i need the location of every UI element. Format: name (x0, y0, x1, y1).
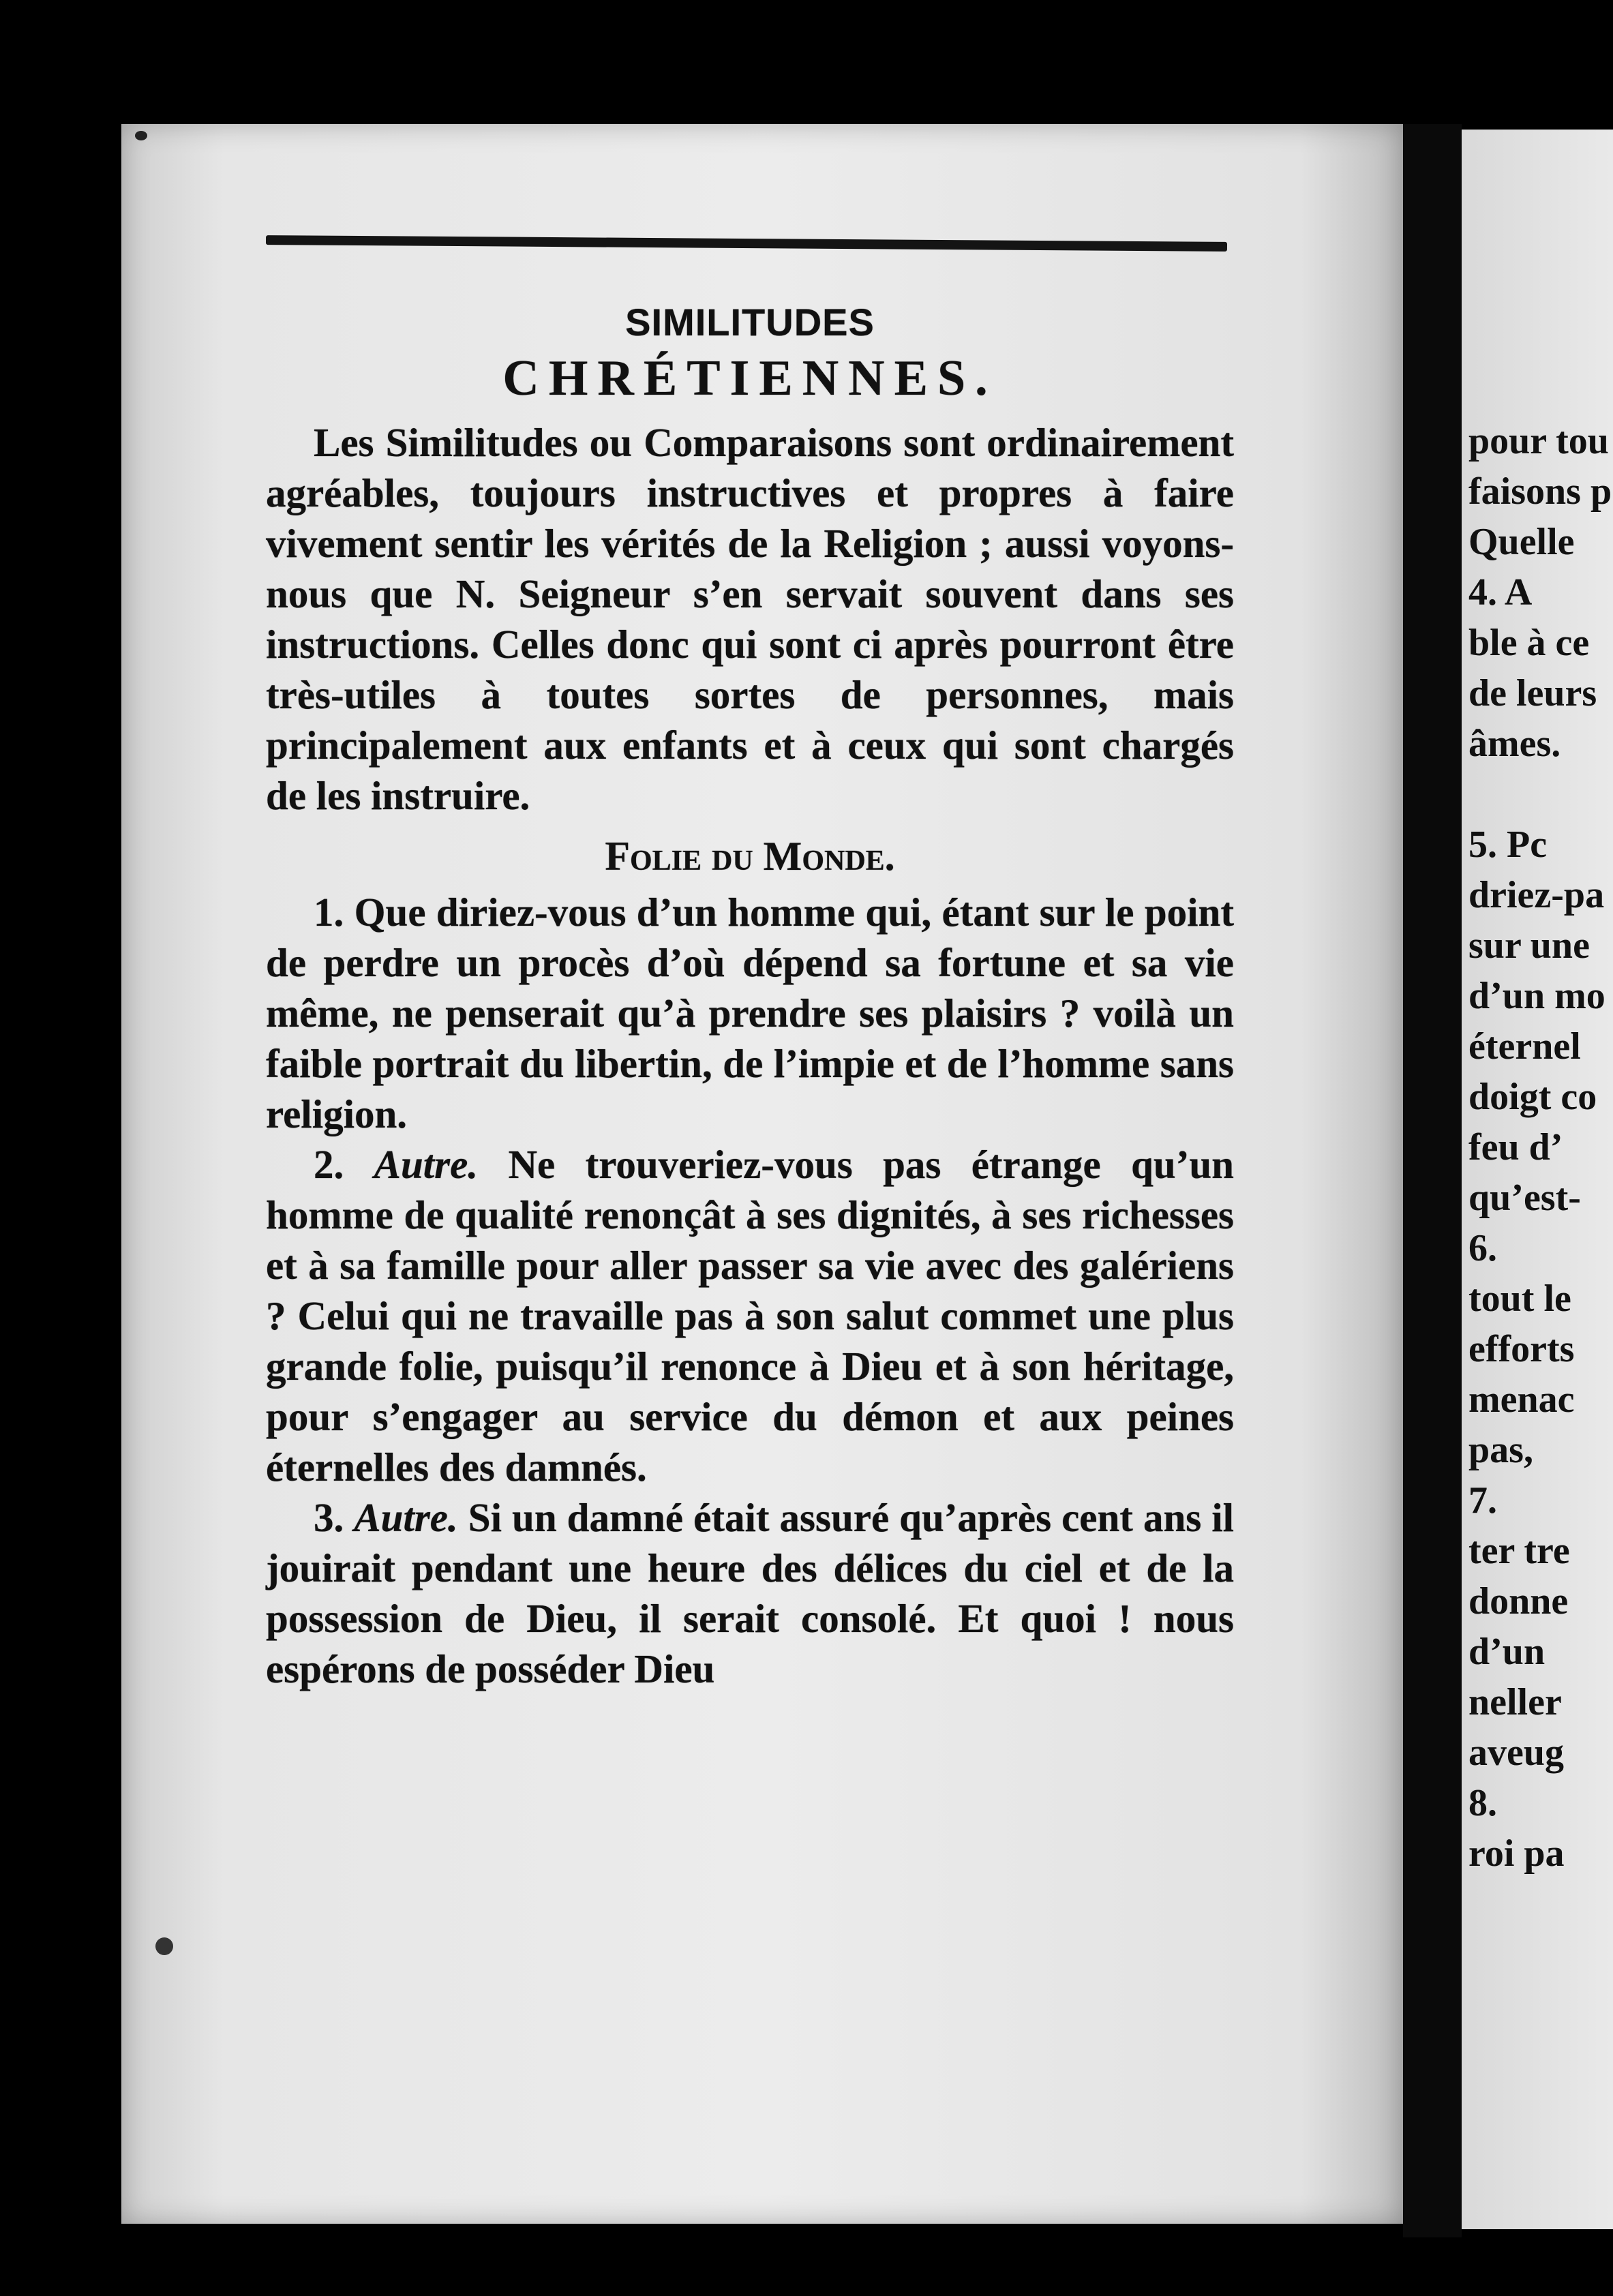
item-number: 2. (314, 1142, 344, 1187)
right-page-line: faisons p (1468, 470, 1612, 513)
right-page-line: éternel (1468, 1025, 1581, 1068)
title-line-2: CHRÉTIENNES. (502, 350, 997, 406)
right-page-line: de leurs (1468, 672, 1597, 714)
right-page-line: ter tre (1468, 1530, 1570, 1572)
right-page (1462, 130, 1613, 2229)
item-3 (266, 1492, 1234, 1694)
item-label: Autre. (374, 1142, 479, 1187)
section-title: Folie du Monde. (605, 834, 895, 879)
ink-spot (135, 131, 147, 140)
right-page-line: 8. (1468, 1782, 1497, 1824)
title-line-1: SIMILITUDES (625, 301, 875, 344)
right-page-line: tout le (1468, 1278, 1571, 1320)
ink-spot (155, 1937, 173, 1955)
item-1 (266, 887, 1234, 1139)
right-page-line: Quelle (1468, 521, 1575, 563)
right-page-line: d’un (1468, 1631, 1546, 1673)
right-page-line: 7. (1468, 1479, 1497, 1522)
item-number: 1. (314, 890, 344, 935)
right-page-line: 6. (1468, 1227, 1497, 1269)
item-text: Si un damné était assuré qu’après cent ans il jouirait pendant une heure des délices du ciel et de la possession de Dieu, il serait consolé. Et quoi ! nous espérons de posséder Dieu (266, 1495, 1235, 1691)
item-2 (266, 1139, 1234, 1492)
right-page-line: pour tou (1468, 420, 1609, 462)
right-page-line: doigt co (1468, 1076, 1597, 1118)
right-page-line: neller (1468, 1681, 1562, 1723)
item-number: 3. (314, 1495, 344, 1540)
right-page-line: feu d’ (1468, 1126, 1563, 1168)
right-page-line: âmes. (1468, 723, 1561, 765)
intro-paragraph: Les Similitudes ou Comparaisons sont ordinairement agréables, toujours instructives et propres à faire vivement sentir les vérités de la Religion ; aussi voyons-nous que N. Seigneur s’en servait souvent dans ses instructions. Celles donc qui sont ci après pourront être très-utiles à toutes sortes de personnes, mais principalement aux enfants et à ceux qui sont chargés de les instruire. (266, 420, 1234, 818)
right-page-line: ble à ce (1468, 622, 1590, 664)
item-text: Que diriez-vous d’un homme qui, étant sur le point de perdre un procès d’où dépend sa fortune et sa vie même, ne penserait qu’à prendre ses plaisirs ? voilà un faible portrait du libertin, de l’impie et de l’homme sans religion. (266, 890, 1234, 1136)
right-page-line: 4. A (1468, 571, 1533, 614)
right-page-line: 5. Pc (1468, 824, 1548, 866)
right-page-line: roi pa (1468, 1832, 1565, 1875)
right-page-line: qu’est- (1468, 1177, 1581, 1219)
right-page-line: menac (1468, 1378, 1575, 1421)
right-page-line: sur une (1468, 924, 1590, 967)
right-page-text (1468, 416, 1613, 1879)
right-page-line: pas, (1468, 1429, 1533, 1471)
item-label: Autre. (354, 1495, 458, 1540)
item-text: Ne trouveriez-vous pas étrange qu’un homme de qualité renonçât à ses dignités, à ses richesses et à sa famille pour aller passer sa vie avec des galériens ? Celui qui ne travaille pas à son salut commet une plus grande folie, puisqu’il renonce à Dieu et à son héritage, pour s’engager au service du démon et aux peines éternelles des damnés. (266, 1142, 1234, 1490)
left-page-content (266, 300, 1234, 1694)
right-page-line: efforts (1468, 1328, 1575, 1370)
right-page-line: donne (1468, 1580, 1569, 1622)
page-gutter (1403, 124, 1462, 2237)
right-page-line: d’un mo (1468, 975, 1606, 1017)
right-page-line: aveug (1468, 1732, 1564, 1774)
right-page-line (1468, 769, 1613, 819)
right-page-line: driez-pa (1468, 874, 1605, 916)
